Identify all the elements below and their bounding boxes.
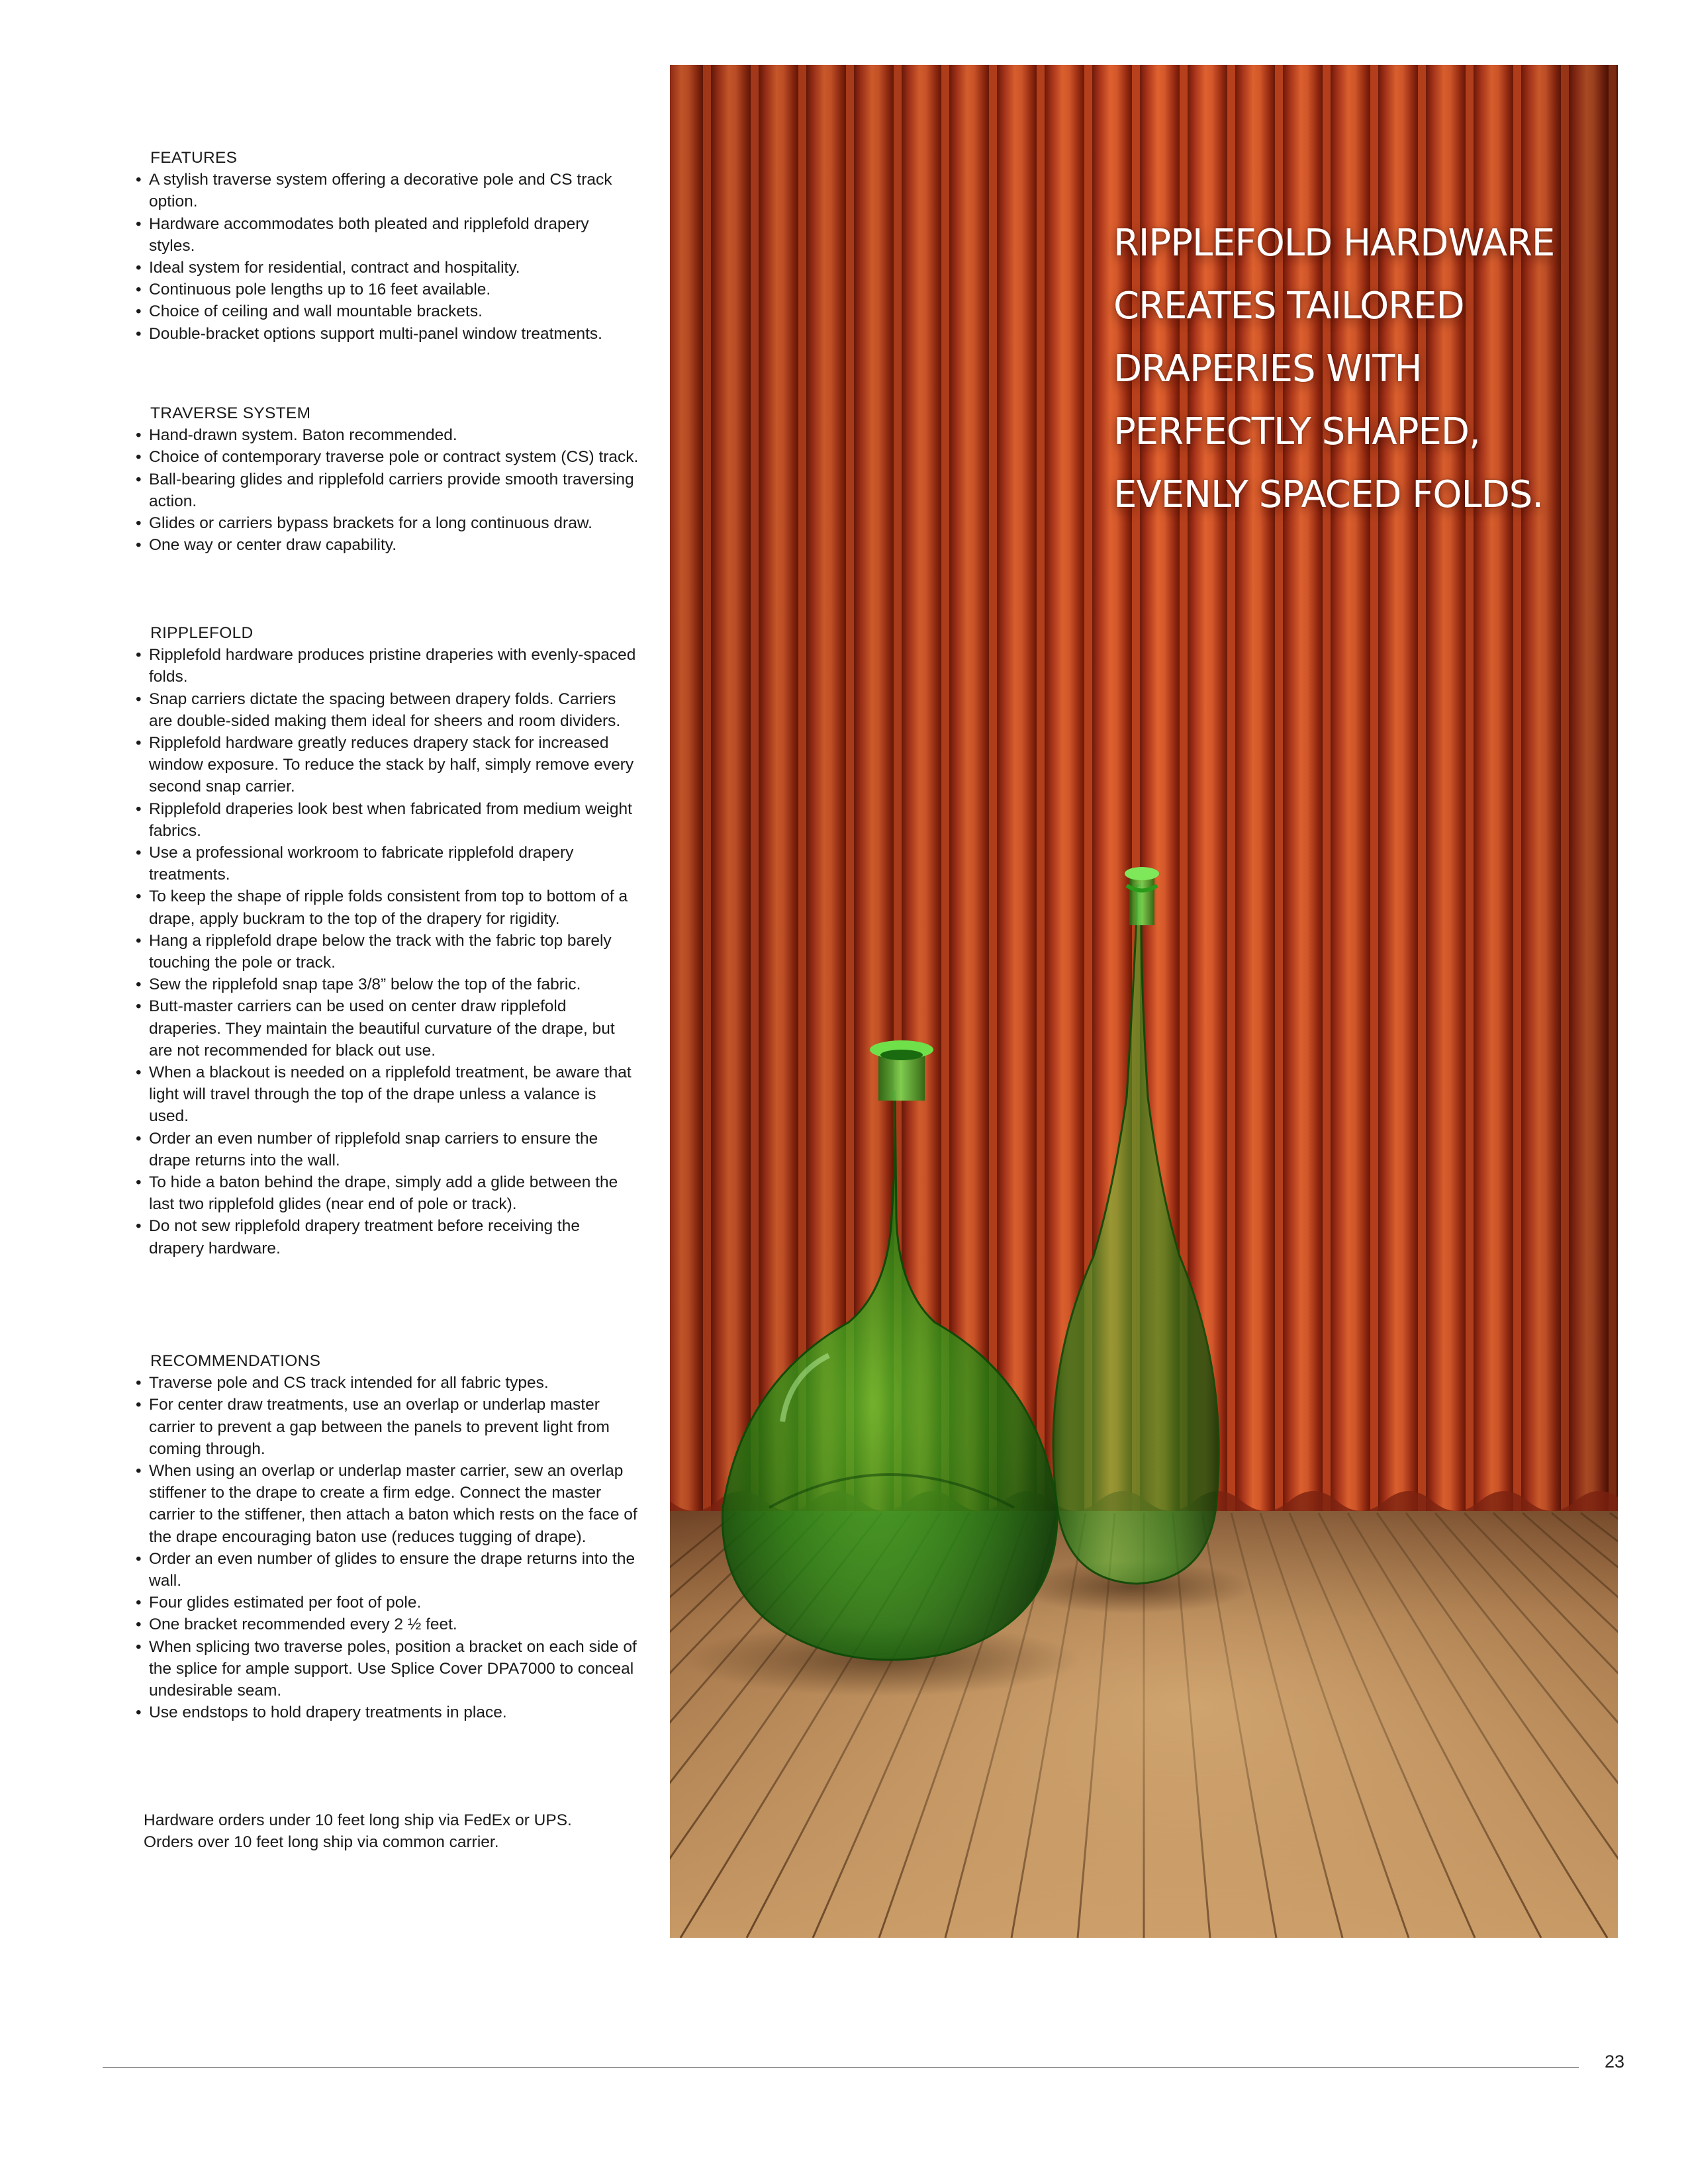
list-item: • Glides or carriers bypass brackets for a long continuous draw. — [136, 512, 639, 534]
list-item: • To keep the shape of ripple folds consistent from top to bottom of a drape, apply buckram to the top of the drapery for rigidity. — [136, 886, 639, 929]
features-list — [136, 169, 639, 345]
headline-line: RIPPLEFOLD HARDWARE — [1113, 222, 1555, 265]
list-item: • When splicing two traverse poles, position a bracket on each side of the splice for ample support. Use Splice Cover DPA7000 to conceal undesirable seam. — [136, 1636, 639, 1702]
list-item: • Four glides estimated per foot of pole. — [136, 1592, 639, 1614]
list-item: • Use a professional workroom to fabricate ripplefold drapery treatments. — [136, 842, 639, 886]
traverse-section — [136, 402, 639, 556]
list-item: • Snap carriers dictate the spacing between drapery folds. Carriers are double-sided making them ideal for sheers and room dividers. — [136, 688, 639, 732]
list-item: • Double-bracket options support multi-panel window treatments. — [136, 323, 639, 345]
features-section — [136, 147, 639, 345]
list-item: • Ball-bearing glides and ripplefold carriers provide smooth traversing action. — [136, 469, 639, 512]
shipping-line-2: Orders over 10 feet long ship via common carrier. — [144, 1833, 499, 1852]
list-item: • Choice of ceiling and wall mountable brackets. — [136, 300, 639, 322]
ripplefold-section — [136, 622, 639, 1259]
list-item: • Ideal system for residential, contract and hospitality. — [136, 257, 639, 279]
headline-line: CREATES TAILORED — [1113, 285, 1464, 328]
list-item: • Continuous pole lengths up to 16 feet available. — [136, 279, 639, 300]
list-item: • Order an even number of glides to ensure the drape returns into the wall. — [136, 1548, 639, 1592]
recommendations-list — [136, 1372, 639, 1723]
recommendations-heading: RECOMMENDATIONS — [150, 1352, 321, 1370]
headline-line: EVENLY SPACED FOLDS. — [1113, 473, 1544, 516]
list-item: • To hide a baton behind the drape, simply add a glide between the last two ripplefold glides (near end of pole or track). — [136, 1171, 639, 1215]
list-item: • For center draw treatments, use an overlap or underlap master carrier to prevent a gap between the panels to prevent light from coming through. — [136, 1394, 639, 1460]
list-item: • One bracket recommended every 2 ½ feet. — [136, 1614, 639, 1635]
list-item: • Hardware accommodates both pleated and ripplefold drapery styles. — [136, 213, 639, 257]
recommendations-section — [136, 1350, 639, 1723]
headline — [1113, 212, 1603, 526]
ripplefold-list — [136, 644, 639, 1259]
list-item: • Sew the ripplefold snap tape 3/8” below the top of the fabric. — [136, 974, 639, 995]
shipping-note — [144, 1809, 647, 1853]
list-item: • Butt-master carriers can be used on center draw ripplefold draperies. They maintain the beautiful curvature of the drape, but are not recommended for black out use. — [136, 995, 639, 1062]
list-item: • One way or center draw capability. — [136, 534, 639, 556]
page-number: 23 — [1605, 2052, 1625, 2071]
list-item: • Order an even number of ripplefold snap carriers to ensure the drape returns into the wall. — [136, 1128, 639, 1171]
headline-line: PERFECTLY SHAPED, — [1113, 410, 1480, 453]
list-item: • Ripplefold draperies look best when fabricated from medium weight fabrics. — [136, 798, 639, 842]
list-item: • A stylish traverse system offering a decorative pole and CS track option. — [136, 169, 639, 212]
headline-line: DRAPERIES WITH — [1113, 347, 1422, 390]
traverse-list — [136, 424, 639, 556]
footer-rule — [103, 2067, 1579, 2068]
product-photo — [670, 65, 1618, 1938]
list-item: • When a blackout is needed on a ripplefold treatment, be aware that light will travel through the top of the drape unless a valance is used. — [136, 1062, 639, 1128]
list-item: • When using an overlap or underlap master carrier, sew an overlap stiffener to the drape to create a firm edge. Connect the master carrier to the stiffener, then attach a baton which rests on the face of the drape encouraging baton use (reduces tugging of drape). — [136, 1460, 639, 1548]
list-item: • Hang a ripplefold drape below the track with the fabric top barely touching the pole or track. — [136, 930, 639, 974]
list-item: • Ripplefold hardware greatly reduces drapery stack for increased window exposure. To reduce the stack by half, simply remove every second snap carrier. — [136, 732, 639, 798]
features-heading: FEATURES — [150, 149, 238, 167]
list-item: • Hand-drawn system. Baton recommended. — [136, 424, 639, 446]
list-item: • Ripplefold hardware produces pristine draperies with evenly-spaced folds. — [136, 644, 639, 688]
list-item: • Traverse pole and CS track intended for all fabric types. — [136, 1372, 639, 1394]
list-item: • Use endstops to hold drapery treatments in place. — [136, 1702, 639, 1723]
ripplefold-heading: RIPPLEFOLD — [150, 624, 254, 642]
list-item: • Choice of contemporary traverse pole or contract system (CS) track. — [136, 446, 639, 468]
shipping-line-1: Hardware orders under 10 feet long ship via FedEx or UPS. — [144, 1811, 572, 1829]
traverse-heading: TRAVERSE SYSTEM — [150, 404, 311, 422]
list-item: • Do not sew ripplefold drapery treatment before receiving the drapery hardware. — [136, 1215, 639, 1259]
